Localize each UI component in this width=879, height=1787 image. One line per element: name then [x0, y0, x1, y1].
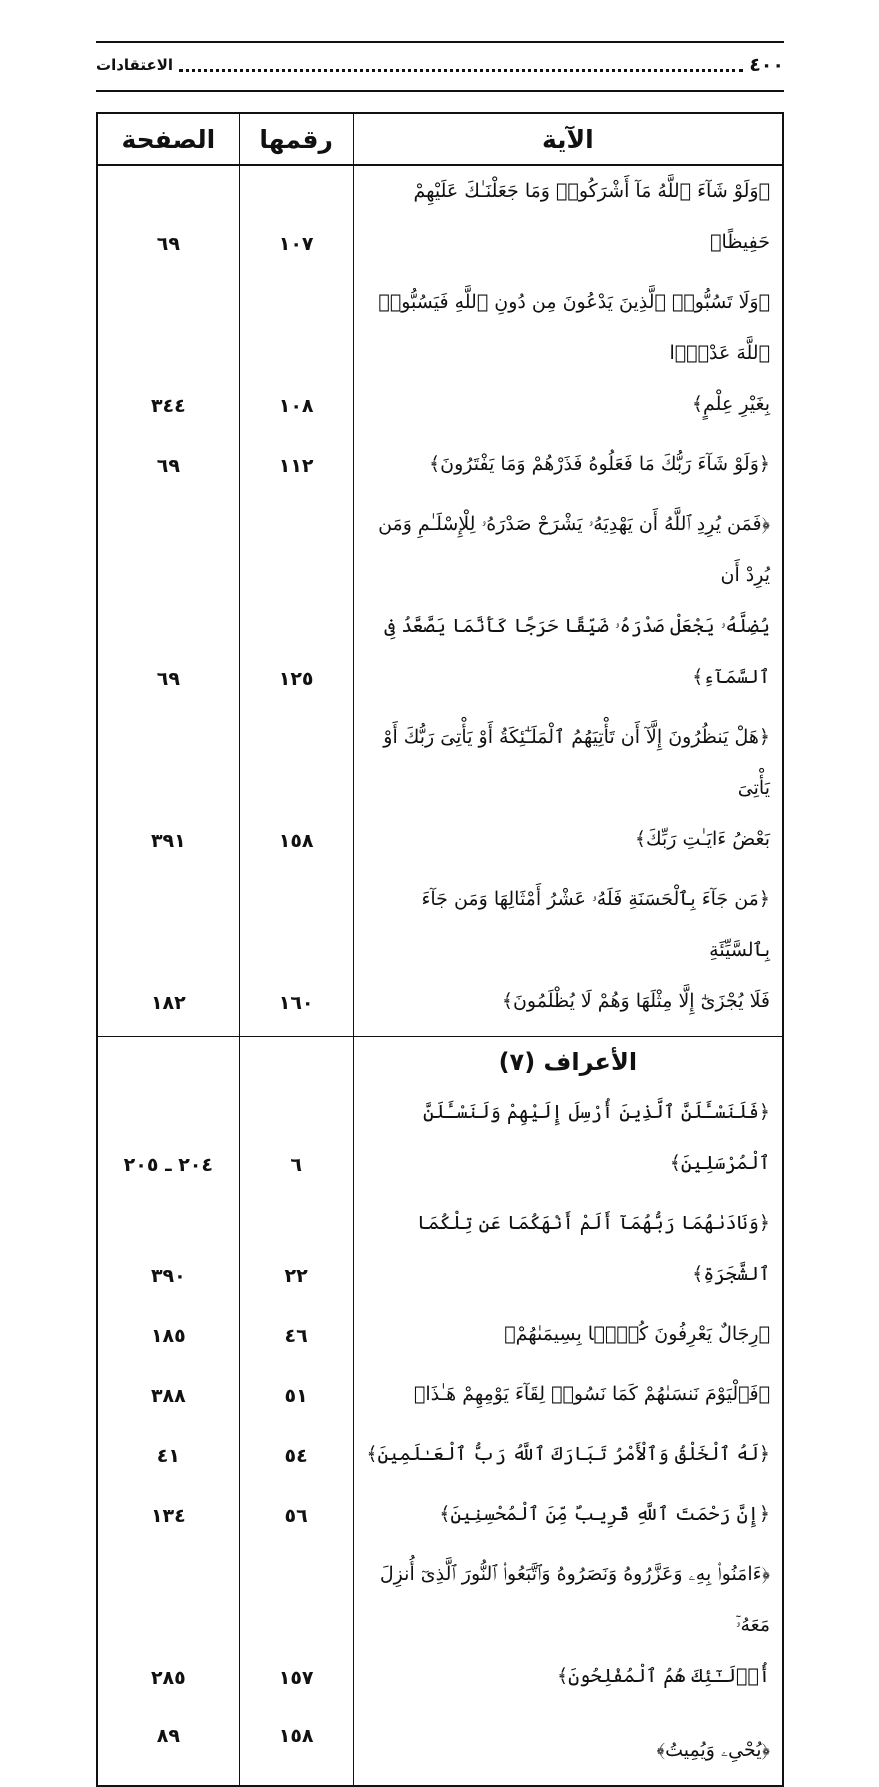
ayah-number: ١٦٠ [239, 874, 353, 1037]
table-row [97, 165, 783, 277]
table-row [97, 277, 783, 439]
table-row [97, 1087, 783, 1198]
page-ref: ١٨٥ [97, 1309, 239, 1369]
ayah-text: ﴿إِنَّ رَحْمَتَ ٱللَّهِ قَرِيبٌ مِّنَ ٱلْمُحْسِنِينَ﴾ [353, 1489, 783, 1549]
chapter-title: الاعتقادات [96, 56, 174, 74]
ayah-number: ٢٢ [239, 1198, 353, 1309]
empty-cell [97, 1037, 239, 1088]
header-ayah: الآية [353, 113, 783, 165]
ayah-number: ٥٦ [239, 1489, 353, 1549]
ayah-text: ﴿مَن جَآءَ بِٱلْحَسَنَةِ فَلَهُۥ عَشْرُ أَمْثَالِهَا وَمَن جَآءَ بِٱلسَّيِّئَةِ فَلَا يُجْزَىٰٓ إِلَّا مِثْلَهَا وَهُمْ لَا يُظْلَمُونَ﴾ [353, 874, 783, 1037]
table-row [97, 1198, 783, 1309]
ayah-text: ﴿فَلَنَسْـَٔلَنَّ ٱلَّذِينَ أُرْسِلَ إِلَيْهِمْ وَلَنَسْـَٔلَنَّ ٱلْمُرْسَلِينَ﴾ [353, 1087, 783, 1198]
header-page: الصفحة [97, 113, 239, 165]
ayah-text: ﴿وَلَا تَسُبُّوا۟ ٱلَّذِينَ يَدْعُونَ مِن دُونِ ٱللَّهِ فَيَسُبُّوا۟ ٱللَّهَ عَدْوًۢا بِغَيْرِ عِلْمٍ﴾ [353, 277, 783, 439]
table-row [97, 1369, 783, 1429]
page-ref: ٣٩٠ [97, 1198, 239, 1309]
table-row [97, 712, 783, 874]
ayah-text: ﴿يُحْىِۦ وَيُمِيتُ﴾ [353, 1711, 783, 1786]
page-ref: ٦٩ [97, 499, 239, 712]
ayah-number: ١٥٧ [239, 1549, 353, 1711]
ayah-number: ٦ [239, 1087, 353, 1198]
page-ref: ٤١ [97, 1429, 239, 1489]
page-ref: ٨٩ [97, 1711, 239, 1786]
surah-section-row [97, 1037, 783, 1088]
ayah-number: ١١٢ [239, 439, 353, 499]
surah-title: الأعراف (٧) [353, 1037, 783, 1088]
page-ref: ١٣٤ [97, 1489, 239, 1549]
ayah-number: ٤٦ [239, 1309, 353, 1369]
table-row [97, 499, 783, 712]
table-row [97, 439, 783, 499]
table-row [97, 1711, 783, 1786]
page-ref: ٣٤٤ [97, 277, 239, 439]
ayah-text: ﴿وَنَادَىٰهُمَا رَبُّهُمَآ أَلَمْ أَنْهَكُمَا عَن تِلْكُمَا ٱلشَّجَرَةِ﴾ [353, 1198, 783, 1309]
ayah-text: ﴿وَلَوْ شَآءَ ٱللَّهُ مَآ أَشْرَكُوا۟ وَمَا جَعَلْنَـٰكَ عَلَيْهِمْ حَفِيظًا﴾ [353, 165, 783, 277]
ayah-text: ﴿ءَامَنُوا۟ بِهِۦ وَعَزَّرُوهُ وَنَصَرُوهُ وَٱتَّبَعُوا۟ ٱلنُّورَ ٱلَّذِىٓ أُنزِلَ مَعَهُۥٓ أُو۟لَـٰٓئِكَ هُمُ ٱلْمُفْلِحُونَ﴾ [353, 1549, 783, 1711]
page-ref: ٣٩١ [97, 712, 239, 874]
header-top-rule [96, 41, 784, 43]
ayah-number: ١٠٨ [239, 277, 353, 439]
table-row [97, 1429, 783, 1489]
page-ref: ١٨٢ [97, 874, 239, 1037]
page-ref: ٦٩ [97, 439, 239, 499]
dotted-leader [179, 58, 743, 72]
ayah-text: ﴿وَلَوْ شَآءَ رَبُّكَ مَا فَعَلُوهُ فَذَرْهُمْ وَمَا يَفْتَرُونَ﴾ [353, 439, 783, 499]
table-row [97, 1309, 783, 1369]
table-row [97, 874, 783, 1037]
running-head [96, 50, 784, 80]
header-bottom-rule [96, 90, 784, 92]
ayah-text: ﴿رِجَالٌ يَعْرِفُونَ كُلًّۢا بِسِيمَىٰهُمْ﴾ [353, 1309, 783, 1369]
ayah-number: ٥٤ [239, 1429, 353, 1489]
page-ref: ٣٨٨ [97, 1369, 239, 1429]
ayah-text: ﴿هَلْ يَنظُرُونَ إِلَّآ أَن تَأْتِيَهُمُ ٱلْمَلَـٰٓئِكَةُ أَوْ يَأْتِىَ رَبُّكَ أَوْ يَأْتِىَ بَعْضُ ءَايَـٰتِ رَبِّكَ﴾ [353, 712, 783, 874]
ayah-text: ﴿فَٱلْيَوْمَ نَنسَىٰهُمْ كَمَا نَسُوا۟ لِقَآءَ يَوْمِهِمْ هَـٰذَا﴾ [353, 1369, 783, 1429]
header-number: رقمها [239, 113, 353, 165]
page-number: ٤٠٠ [749, 54, 784, 76]
ayah-text: ﴿فَمَن يُرِدِ ٱللَّهُ أَن يَهْدِيَهُۥ يَشْرَحْ صَدْرَهُۥ لِلْإِسْلَـٰمِ وَمَن يُرِدْ أَن يُضِلَّهُۥ يَجْعَلْ صَدْرَهُۥ ضَيِّقًا حَرَجًا كَأَنَّمَا يَصَّعَّدُ فِى ٱلسَّمَآءِ﴾ [353, 499, 783, 712]
ayah-text: ﴿لَهُ ٱلْخَلْقُ وَٱلْأَمْرُ تَبَارَكَ ٱللَّهُ رَبُّ ٱلْعَـٰلَمِينَ﴾ [353, 1429, 783, 1489]
page-ref: ٢٨٥ [97, 1549, 239, 1711]
empty-cell [239, 1037, 353, 1088]
table-row [97, 1549, 783, 1711]
page-ref: ٢٠٤ ـ ٢٠٥ [97, 1087, 239, 1198]
table-header-row [97, 113, 783, 165]
ayah-number: ١٥٨ [239, 1711, 353, 1786]
ayah-number: ١٠٧ [239, 165, 353, 277]
verse-index-table [96, 112, 784, 1787]
ayah-number: ٥١ [239, 1369, 353, 1429]
ayah-number: ١٥٨ [239, 712, 353, 874]
ayah-number: ١٢٥ [239, 499, 353, 712]
page-ref: ٦٩ [97, 165, 239, 277]
table-row [97, 1489, 783, 1549]
